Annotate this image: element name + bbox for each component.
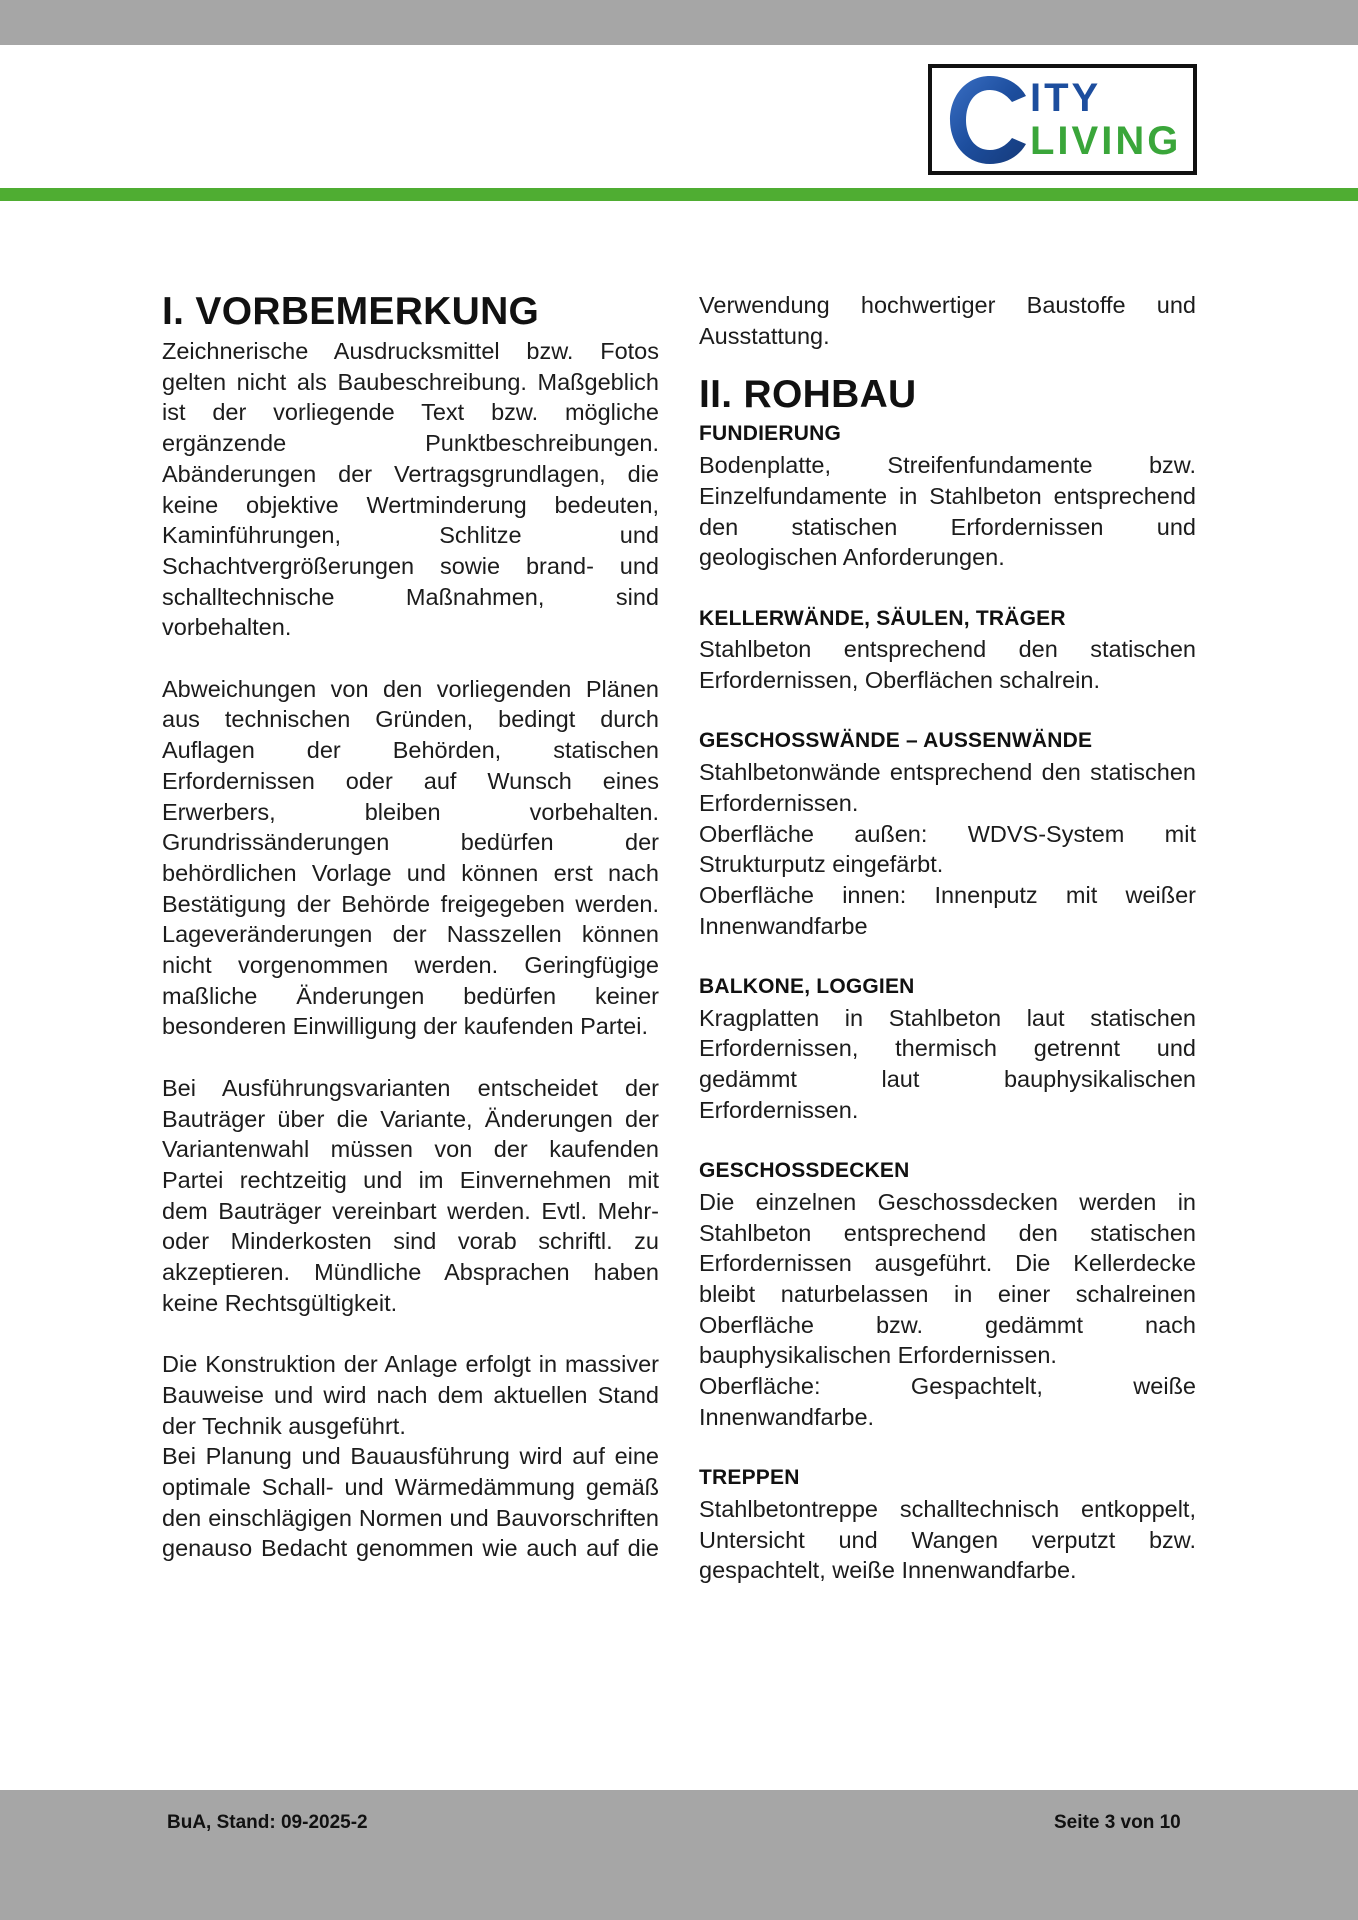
paragraph: Oberfläche außen: WDVS-System mit Strukturputz eingefärbt. <box>699 820 1196 878</box>
paragraph: Abweichungen von den vorliegenden Plänen aus technischen Gründen, bedingt durch Auflagen der Behörden, statischen Erfordernissen oder auf Wunsch eines Erwerbers, bleiben vorbehalten. Grundrissänderungen bedürfen der behördlichen Vorlage und können erst nach Bestätigung der Behörde freigegeben werden. Lageveränderungen der Nasszellen können nicht vorgenommen werden. Geringfügige maßliche Änderungen bedürfen keiner besonderen Einwilligung der kaufenden Partei. <box>162 675 659 1040</box>
subheading-geschossdecken: GESCHOSSDECKEN <box>699 1159 910 1183</box>
page-footer <box>0 1790 1358 1920</box>
paragraph: Stahlbeton entsprechend den statischen Erfordernissen, Oberflächen schalrein. <box>699 636 1196 694</box>
paragraph: Bodenplatte, Streifenfundamente bzw. Einzelfundamente in Stahlbeton entsprechend den statischen Erfordernissen und geologischen Anforderungen. <box>699 452 1196 571</box>
right-column <box>699 290 1196 1586</box>
footer-page-number: Seite 3 von 10 <box>1054 1812 1181 1833</box>
continuation-paragraph: Verwendung hochwertiger Baustoffe und Ausstattung. <box>699 292 1196 349</box>
paragraph: Oberfläche innen: Innenputz mit weißer Innenwandfarbe <box>699 881 1196 939</box>
logo-text-living: LIVING <box>1030 119 1182 163</box>
paragraph: Zeichnerische Ausdrucksmittel bzw. Fotos gelten nicht als Baubeschreibung. Maßgeblich ist der vorliegende Text bzw. mögliche ergänzende Punktbeschreibungen. Abänderungen der Vertragsgrundlagen, die keine objektive Wertminderung bedeuten, Kaminführungen, Schlitze und Schachtvergrößerungen sowie brand- und schalltechnische Maßnahmen, sind vorbehalten. <box>162 338 659 641</box>
paragraph: Stahlbetonwände entsprechend den statischen Erfordernissen. <box>699 759 1196 816</box>
top-bar <box>0 0 1358 45</box>
paragraph: Die Konstruktion der Anlage erfolgt in massiver Bauweise und wird nach dem aktuellen Stand der Technik ausgeführt. <box>162 1351 659 1439</box>
paragraph: Stahlbetontreppe schalltechnisch entkoppelt, Untersicht und Wangen verputzt bzw. gespachtelt, weiße Innenwandfarbe. <box>699 1495 1196 1584</box>
paragraph: Die einzelnen Geschossdecken werden in Stahlbeton entsprechend den statischen Erfordernissen ausgeführt. Die Kellerdecke bleibt naturbelassen in einer schalreinen Oberfläche bzw. gedämmt nach bauphysikalischen Erfordernissen. <box>699 1188 1196 1369</box>
city-living-logo <box>928 64 1197 175</box>
subheading-geschosswaende: GESCHOSSWÄNDE – AUSSENWÄNDE <box>699 729 1093 753</box>
header-accent-line <box>0 188 1358 201</box>
section-heading-rohbau: II. ROHBAU <box>699 373 917 417</box>
footer-document-version: BuA, Stand: 09-2025-2 <box>167 1812 368 1833</box>
subheading-treppen: TREPPEN <box>699 1466 800 1490</box>
paragraph: Bei Ausführungsvarianten entscheidet der Bauträger über die Variante, Änderungen der Variantenwahl müssen von der kaufenden Partei rechtzeitig und im Einvernehmen mit dem Bauträger vereinbart werden. Evtl. Mehr- oder Minderkosten sind vorab schriftl. zu akzeptieren. Mündliche Absprachen haben keine Rechtsgültigkeit. <box>162 1074 659 1316</box>
left-column <box>162 288 659 1564</box>
subheading-fundierung: FUNDIERUNG <box>699 422 841 446</box>
logo-c-icon <box>946 74 1030 166</box>
subheading-kellerwaende: KELLERWÄNDE, SÄULEN, TRÄGER <box>699 606 1066 630</box>
paragraph: Oberfläche: Gespachtelt, weiße Innenwandfarbe. <box>699 1373 1196 1430</box>
paragraph: Bei Planung und Bauausführung wird auf eine optimale Schall- und Wärmedämmung gemäß den einschlägigen Normen und Bauvorschriften genauso Bedacht genommen wie auch auf die <box>162 1443 659 1562</box>
paragraph: Kragplatten in Stahlbeton laut statischen Erfordernissen, thermisch getrennt und gedämmt laut bauphysikalischen Erfordernissen. <box>699 1004 1196 1123</box>
subheading-balkone: BALKONE, LOGGIEN <box>699 975 915 999</box>
logo-text-ity: ITY <box>1030 76 1102 120</box>
section-heading-vorbemerkung: I. VORBEMERKUNG <box>162 290 540 333</box>
